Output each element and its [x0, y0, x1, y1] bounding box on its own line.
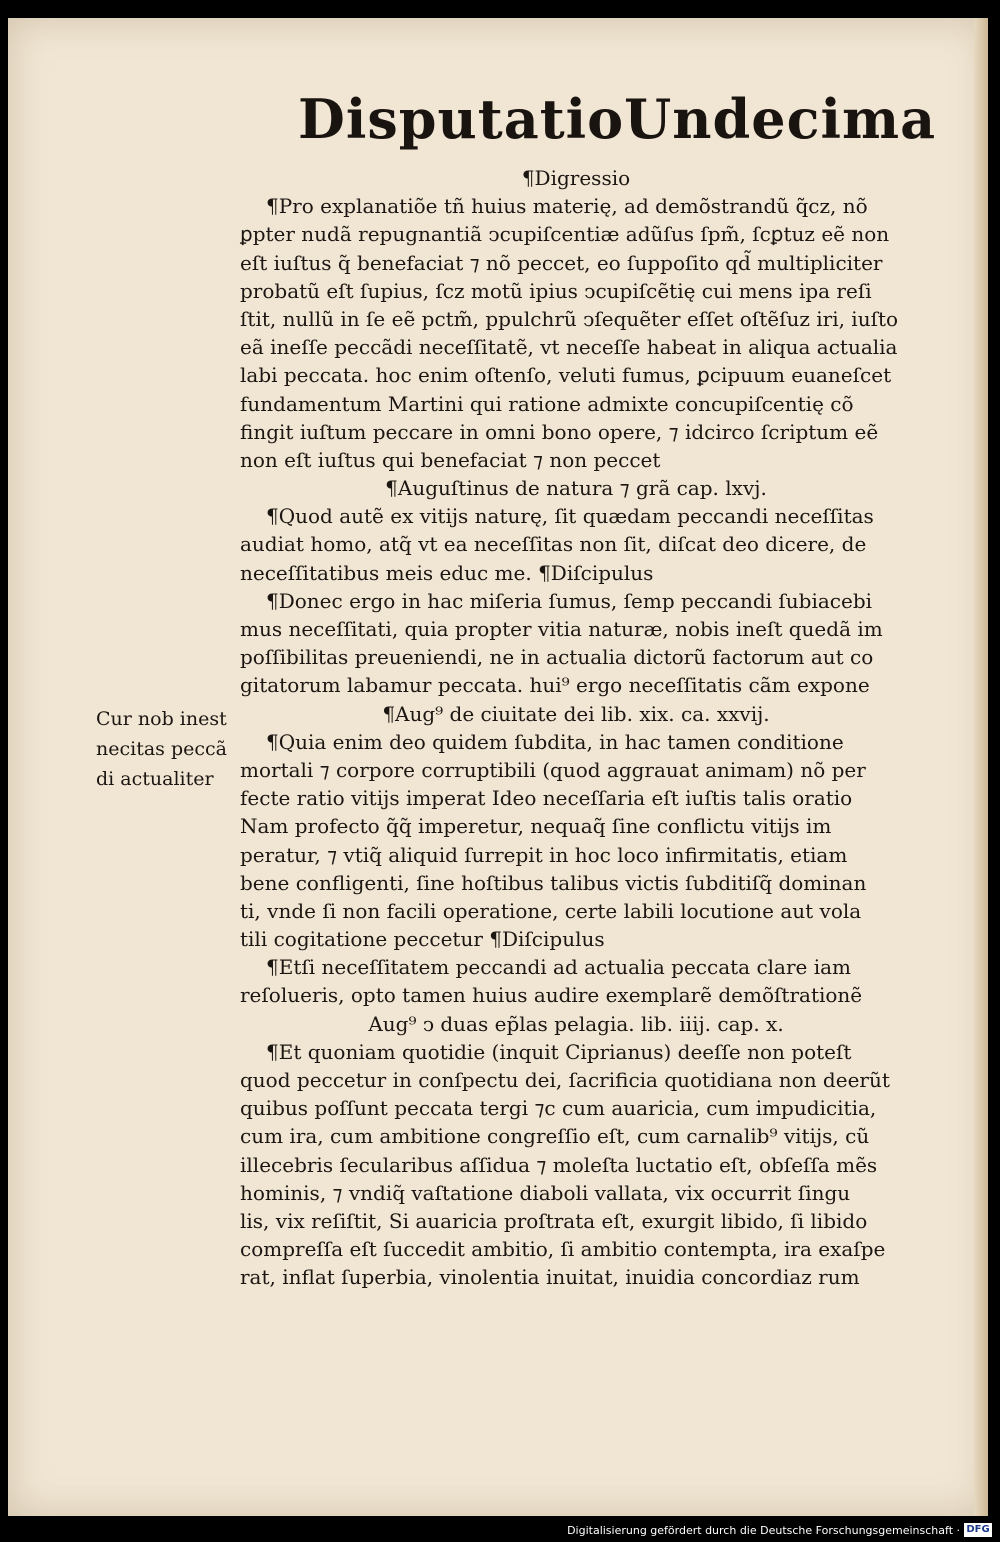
- text-line: gitatorum labamur peccata. hui⁹ ergo neceſſitatis cãm expone: [240, 673, 870, 698]
- text-line: probatũ eſt ſupius, ſcz motũ ipius ↄcupiſcẽtię cui mens ipa reſi: [240, 278, 872, 303]
- text-line: quod peccetur in conſpectu dei, ſacrificia quotidiana non deerũt: [240, 1068, 890, 1092]
- text-line: Nam profecto q̃q̃ imperetur, nequaq̃ ſine conflictu vitijs im: [240, 814, 832, 839]
- margin-note-line: necitas peccã: [96, 738, 227, 760]
- text-line: cum ira, cum ambitione congreſſio eſt, cum carnalib⁹ vitijs, cũ: [240, 1124, 870, 1149]
- text-line: audiat homo, atq̃ vt ea neceſſitas non ſit, diſcat deo dicere, de: [240, 532, 867, 557]
- text-line: peratur, ⁊ vtiq̃ aliquid ſurrepit in hoc loco infirmitatis, etiam: [240, 842, 848, 867]
- margin-note-line: Cur nob inest: [96, 708, 227, 730]
- text-line: ¶Quia enim deo quidem ſubdita, in hac tamen conditione: [266, 729, 844, 754]
- text-line: ¶Auguſtinus de natura ⁊ grã cap. lxvj.: [385, 476, 767, 501]
- text-line: ¶Quod autẽ ex vitijs naturę, ſit quædam peccandi neceſſitas: [266, 504, 874, 529]
- text-line: fecte ratio vitijs imperat Ideo neceſſaria eſt iuſtis talis oratio: [240, 786, 853, 811]
- heading-word-1: Disputatio: [298, 87, 625, 151]
- text-line: eã ineſſe peccãdi neceſſitatẽ, vt neceſſe habeat in aliqua actualia: [240, 335, 898, 360]
- text-line: labi peccata. hoc enim oſtenſo, veluti fumus, ꝑcipuum euaneſcet: [240, 363, 892, 388]
- text-line: rat, inflat ſuperbia, vinolentia inuitat, inuidia concordiaz rum: [240, 1265, 860, 1290]
- text-line: Aug⁹ ↄ duas ep̃las pelagia. lib. iiij. cap. x.: [368, 1011, 784, 1036]
- footer-credit: Digitalisierung gefördert durch die Deutsche Forschungsgemeinschaft ·: [567, 1524, 960, 1537]
- text-line: reſolueris, opto tamen huius audire exemplarẽ demõſtrationẽ: [240, 983, 863, 1008]
- dfg-logo-icon: DFG: [964, 1523, 992, 1537]
- text-line: ¶Pro explanatiõe tñ huius materię, ad demõstrandũ q̃cz, nõ: [266, 194, 868, 219]
- text-line: fingit iuſtum peccare in omni bono opere, ⁊ idcirco ſcriptum eẽ: [240, 419, 879, 444]
- text-line: ¶Donec ergo in hac miſeria ſumus, ſemp peccandi ſubiacebi: [266, 588, 873, 613]
- text-line: poſſibilitas preueniendi, ne in actualia dictorũ factorum aut co: [240, 645, 874, 670]
- text-line: ¶Aug⁹ de ciuitate dei lib. xix. ca. xxvij.: [382, 701, 770, 726]
- text-line: ti, vnde ſi non facili operatione, certe labili locutione aut vola: [240, 898, 862, 923]
- text-line: eſt iuſtus q̃ benefaciat ⁊ nõ peccet, eo ſuppoſito qd̃ multipliciter: [240, 250, 883, 275]
- footer-strip: [0, 1516, 1000, 1542]
- text-line: non eſt iuſtus qui benefaciat ⁊ non peccet: [240, 447, 661, 472]
- text-line: ſtit, nullũ in ſe eẽ pctm̃, ppulchrũ ↄſequẽter eſſet oſtẽſuz iri, iuſto: [240, 306, 899, 331]
- text-line: ¶Digressio: [521, 166, 631, 190]
- text-line: bene confligenti, ſine hoſtibus talibus victis ſubditiſq̃ dominan: [240, 870, 867, 895]
- page-edge: [974, 18, 988, 1516]
- page-heading: [298, 84, 937, 154]
- text-line: neceſſitatibus meis educ me. ¶Diſcipulus: [240, 560, 654, 585]
- text-line: illecebris ſecularibus aſſidua ⁊ moleſta luctatio eſt, obſeſſa mẽs: [240, 1152, 878, 1177]
- margin-note: [96, 704, 246, 794]
- text-line: tili cogitatione peccetur ¶Diſcipulus: [240, 927, 605, 952]
- text-line: hominis, ⁊ vndiq̃ vaſtatione diaboli vallata, vix occurrit ſingu: [240, 1180, 851, 1205]
- text-line: quibus poſſunt peccata tergi ⁊c cum auaricia, cum impudicitia,: [240, 1096, 877, 1121]
- heading-word-2: Undecima: [624, 87, 937, 151]
- text-line: ¶Etſi neceſſitatem peccandi ad actualia peccata clare iam: [266, 955, 851, 980]
- text-line: fundamentum Martini qui ratione admixte concupiſcentię cõ: [240, 391, 854, 416]
- text-line: ¶Et quoniam quotidie (inquit Ciprianus) deeſſe non poteſt: [266, 1039, 852, 1064]
- text-line: compreſſa eſt ſuccedit ambitio, ſi ambitio contempta, ira exaſpe: [240, 1237, 886, 1262]
- text-line: mus neceſſitati, quia propter vitia naturæ, nobis ineſt quedã im: [240, 617, 883, 641]
- body-text: [240, 164, 912, 1292]
- text-line: mortali ⁊ corpore corruptibili (quod aggrauat animam) nõ per: [240, 757, 866, 782]
- margin-note-line: di actualiter: [96, 768, 214, 790]
- text-line: ꝑpter nudã repugnantiã ↄcupiſcentiæ adũſus ſpm̃, ſcꝑtuz eẽ non: [240, 222, 890, 247]
- text-line: lis, vix reſiſtit, Si auaricia proſtrata eſt, exurgit libido, ſi libido: [240, 1208, 868, 1233]
